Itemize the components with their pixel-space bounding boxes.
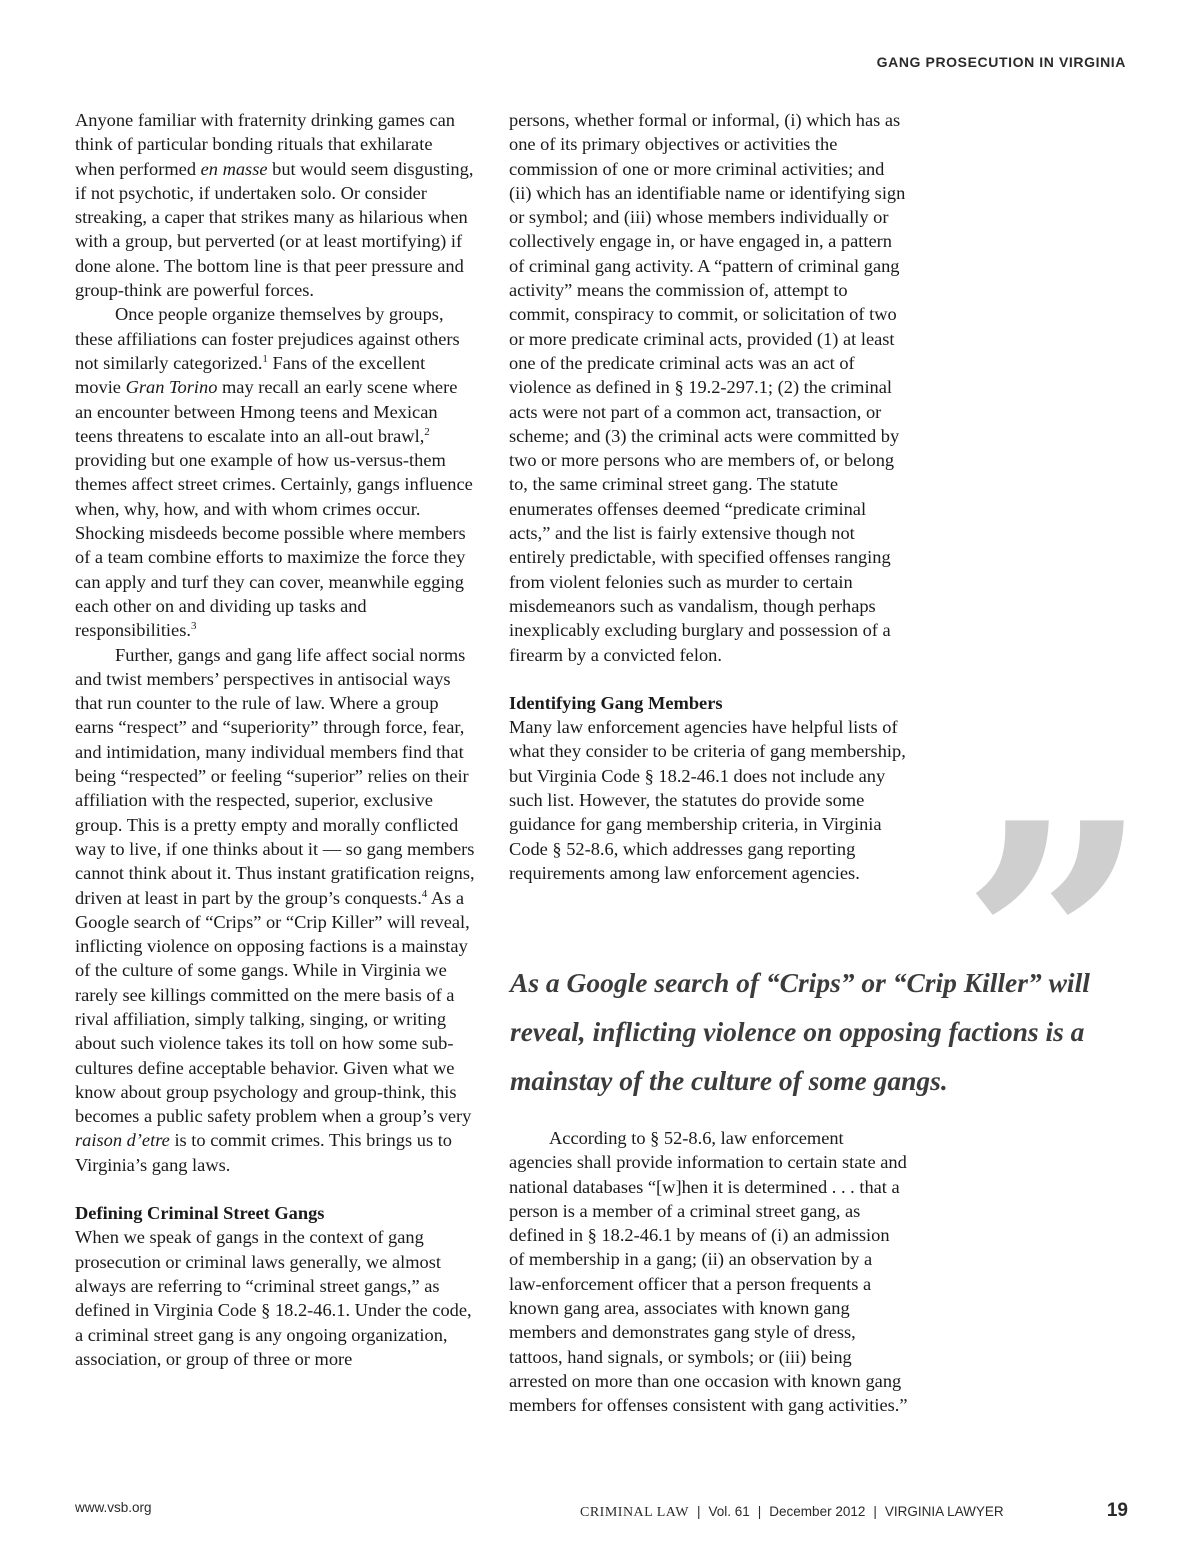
paragraph: When we speak of gangs in the context of gang prosecution or criminal laws generally, we almost always are referring to “criminal street gangs,” as defined in Virginia Code § 18.2-46.1. Under the code, a criminal street gang is any ongoing organization, association, or group of three or more: [75, 1227, 472, 1369]
footer-volume: Vol. 61: [708, 1504, 750, 1519]
paragraph: persons, whether formal or informal, (i) which has as one of its primary objectives or activities the commission of one or more criminal activities; and (ii) which has an identifiable name or identifying sign or symbol; and (iii) whose members individually or collectively engage in, or have engaged in, a pattern of criminal gang activity. A “pattern of criminal gang activity” means the commission of, attempt to commit, conspiracy to commit, or solicitation of two or more predicate criminal acts, provided (1) at least one of the predicate criminal acts was an act of violence as defined in § 19.2-297.1; (2) the criminal acts were not part of a common act, transaction, or scheme; and (3) the criminal acts were committed by two or more persons who are members of, or belong to, the same criminal street gang. The statute enumerates offenses deemed “predicate criminal acts,” and the list is fairly extensive though not entirely predictable, with specified offenses ranging from violent felonies such as murder to certain misdemeanors such as vandalism, though perhaps inexplicably excluding burglary and possession of a firearm by a convicted felon.: [509, 110, 906, 665]
paragraph: Once people organize themselves by groups, these affiliations can foster prejudices against others not similarly categorized.$^1$ Fans of the excellent movie Gran Torino may recall an early scene where an encounter between Hmong teens and Mexican teens threatens to escalate into an all-out brawl,$^2$ providing but one example of how us-versus-them themes affect street crimes. Certainly, gangs influence when, why, how, and with whom crimes occur. Shocking misdeeds become possible where members of a team combine efforts to maximize the force they can apply and turf they can cover, meanwhile egging each other on and dividing up tasks and responsibilities.$^3$: [75, 304, 473, 641]
paragraph: Further, gangs and gang life affect social norms and twist members’ perspectives in antisocial ways that run counter to the rule of law. Where a group earns “respect” and “superiority” through force, fear, and intimidation, many individual members find that being “respected” or feeling “superior” relies on their affiliation with the respected, superior, exclusive group. This is a pretty empty and morally conflicted way to live, if one thinks about it — so gang members cannot think about it. Thus instant gratification reigns, driven at least in part by the group’s conquests.$^4$ As a Google search of “Crips” or “Crip Killer” will reveal, inflicting violence on opposing factions is a mainstay of the culture of some gangs. While in Virginia we rarely see killings committed on the mere basis of a rival affiliation, simply talking, singing, or writing about such violence takes its toll on how some sub-cultures define acceptable behavior. Given what we know about group psychology and group-think, this becomes a public safety problem when a group’s very raison d’etre is to commit crimes. This brings us to Virginia’s gang laws.: [75, 644, 475, 1175]
footnote-ref: 3: [190, 620, 197, 633]
section-heading: Defining Criminal Street Gangs: [75, 1203, 325, 1224]
footer-publication: VIRGINIA LAWYER: [884, 1504, 1004, 1519]
left-column: [75, 108, 475, 1371]
footer-separator: |: [873, 1504, 877, 1519]
paragraph: Many law enforcement agencies have helpful lists of what they consider to be criteria of gang membership, but Virginia Code § 18.2-46.1 does not include any such list. However, the statutes do provide some guidance for gang membership criteria, in Virginia Code § 52-8.6, which addresses gang reporting requirements among law enforcement agencies.: [509, 717, 906, 883]
footnote-ref: 1: [262, 352, 268, 365]
right-column: [509, 108, 909, 885]
running-head: GANG PROSECUTION IN VIRGINIA: [876, 54, 1126, 70]
footnote-ref: 2: [424, 425, 430, 438]
paragraph: According to § 52-8.6, law enforcement agencies shall provide information to certain state and national databases “[w]hen it is determined . . . that a person is a member of a criminal street gang, as defined in § 18.2-46.1 by means of (i) an admission of membership in a gang; (ii) an observation by a law-enforcement officer that a person frequents a known gang area, associates with known gang members and demonstrates gang style of dress, tattoos, hand signals, or symbols; or (iii) being arrested on more than one occasion with known gang members for offenses consistent with gang activities.”: [509, 1128, 908, 1416]
right-column-continued: [509, 1126, 909, 1418]
page-number: 19: [1106, 1500, 1128, 1521]
footer-folio: [580, 1500, 1128, 1522]
quote-mark-icon: ”: [960, 751, 1150, 1139]
section-heading: Identifying Gang Members: [509, 692, 723, 713]
footer-separator: |: [757, 1504, 762, 1519]
paragraph: Anyone familiar with fraternity drinking games can think of particular bonding rituals that exhilarate when performed en masse but would seem disgusting, if not psychotic, if undertaken solo. Or consider streaking, a caper that strikes many as hilarious when with a group, but perverted (or at least mortifying) if done alone. The bottom line is that peer pressure and group-think are powerful forces.: [75, 110, 474, 301]
pull-quote: As a Google search of “Crips” or “Crip Killer” will reveal, inflicting violence on opposing factions is a mainstay of the culture of some gangs.: [510, 967, 1090, 1096]
footer-separator: |: [696, 1504, 701, 1519]
footer-website: www.vsb.org: [75, 1500, 152, 1515]
footer-section: CRIMINAL LAW: [580, 1505, 689, 1520]
footnote-ref: 4: [421, 887, 428, 900]
footer-issue: December 2012: [769, 1504, 866, 1519]
